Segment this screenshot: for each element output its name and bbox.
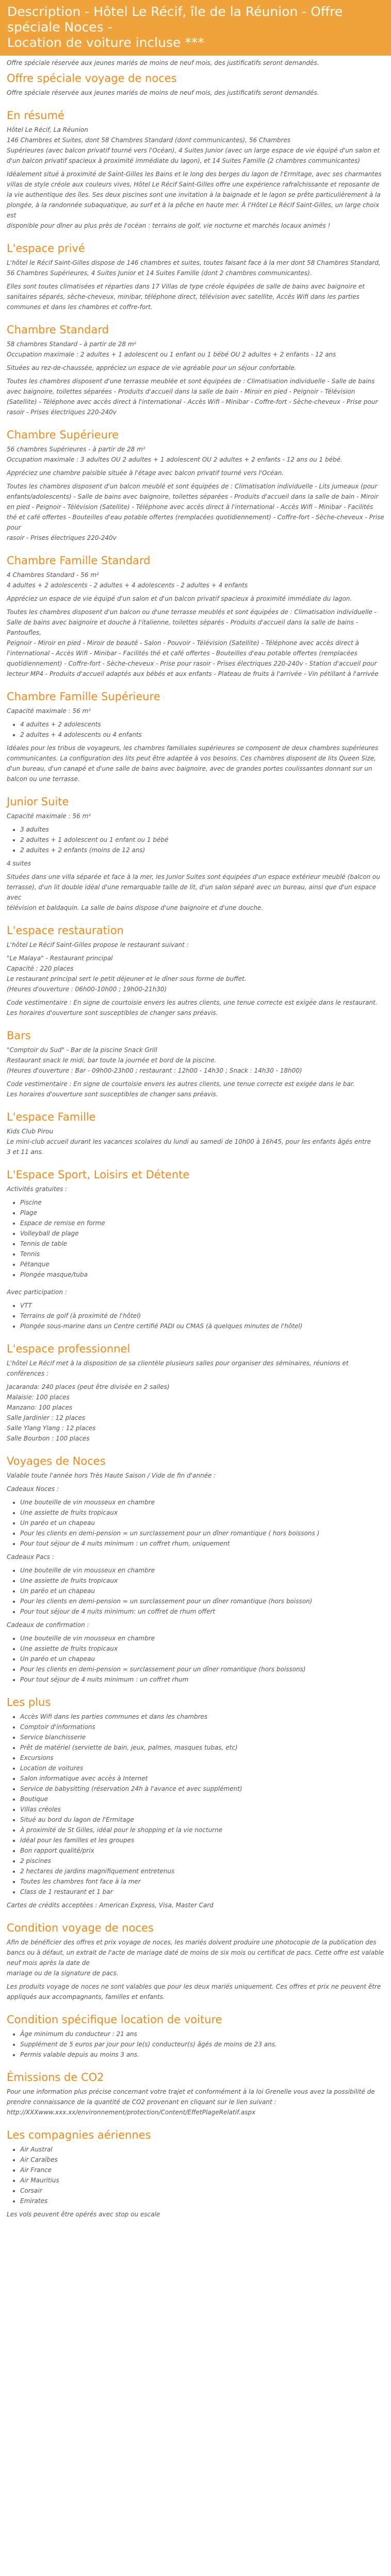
list-item: • Permis valable depuis au moins 3 ans.	[20, 2049, 384, 2060]
superior-line: Occupation maximale : 3 adultes OU 2 adultes + 1 adolescent OU 2 adultes + 2 enfants - 12 ans ou 1 bébé.	[7, 456, 343, 463]
lodging-line: communes et dans les chambres et coffre-fort.	[7, 303, 153, 311]
conditions-line: bancs ou à défaut, un extrait de l'acte de mariage daté de moins de six mois ou certificat de pacs. Cette offre est valable neuf mois après la date de	[7, 1949, 384, 1967]
section-title-lodging: L'espace privé	[7, 242, 85, 255]
summary-line: Supérieures (avec balcon privatif tourné vers l'Océan), 4 Suites Junior (avec un large espace de vie équipé d'un salon et	[7, 147, 380, 154]
lodging-line: 56 Chambres Supérieures, 4 Suites Junior et 14 Suites Famille (dont 2 chambres communicantes).	[7, 269, 312, 277]
header-line: Description - Hôtel Le Récif, île de la Réunion - Offre spéciale Noces -	[7, 4, 343, 35]
bars-line: Code vestimentaire : En signe de courtoisie envers les autres clients, une tenue correcte est exigée dans le bar.	[7, 1080, 355, 1088]
family-superior-list	[7, 719, 384, 740]
list-item: • À proximité de St Gilles, idéal pour le shopping et la vie nocturne	[20, 1825, 384, 1835]
list-item: • Un paréo et un chapeau	[20, 1586, 384, 1596]
summary-line: la vie authentique des îles. Ses deux piscines sont une invitation à la baignade et le lagon se prête particulièrement à la	[7, 191, 381, 198]
section-title-offer: Offre spéciale voyage de noces	[7, 72, 177, 84]
section-title-restaurant: L'espace restauration	[7, 924, 124, 937]
bars-line: "Comptoir du Sud" - Bar de la piscine Snack Grill	[7, 1046, 157, 1054]
restaurant-line: Le restaurant principal sert le petit déjeuner et le dîner sous forme de buffet.	[7, 975, 247, 982]
main-content	[0, 58, 391, 2219]
list-item: • 2 adultes + 1 adolescent ou 1 enfant ou 1 bébé	[20, 835, 384, 845]
list-item: • Pour tout séjour de 4 nuits minimum: un coffret de rhum offert	[20, 1606, 384, 1617]
pro-line: L'hôtel Le Récif met à la disposition de sa clientèle plusieurs salles pour organiser des séminaires, réunions et conférences :	[7, 1360, 349, 1377]
superior-line: enfants/adolescents) - Salle de bains avec baignoire, toilettes séparées - Produits d'accueil dans la salle de bain - Miroir	[7, 493, 379, 500]
list-item: • Espace de remise en forme	[20, 1218, 384, 1228]
list-item: • Class de 1 restaurant et 1 bar	[20, 1887, 384, 1897]
offer-text: Offre spéciale réservée aux jeunes mariés de moins de neuf mois, des justificatifs seront demandés.	[7, 89, 319, 96]
list-item: • Un paréo et un chapeau	[20, 1654, 384, 1664]
pro-line: Salle Bourbon : 100 places	[7, 1435, 90, 1442]
restaurant-line: Code vestimentaire : En signe de courtoisie envers les autres clients, une tenue correcte est exigée dans le restaurant.	[7, 999, 378, 1006]
family-standard-line: 4 Chambres Standard - 56 m²	[7, 571, 99, 579]
header-line: Location de voiture incluse ***	[7, 35, 204, 50]
list-item: • Une assiette de fruits tropicaux	[20, 1575, 384, 1586]
list-item: • Volleyball de plage	[20, 1228, 384, 1239]
lodging-line: sanitaires séparés, sèche-cheveux, minibar, téléphone direct, télévision avec satellite, Accès Wifi dans les parties	[7, 293, 360, 300]
superior-line: Toutes les chambres disposent d'un balcon meublé et sont équipées de : Climatisation individuelle - Lits jumeaux (pour	[7, 483, 378, 490]
sports-free-label: Activités gratuites :	[7, 1185, 68, 1193]
restaurant-line: (Heures d'ouverture : 06h00-10h00 ; 19h00-21h30)	[7, 986, 167, 993]
list-item: • Situé au bord du lagon de l'Ermitage	[20, 1815, 384, 1825]
list-item: • Excursions	[20, 1753, 384, 1763]
restaurant-line: Capacité : 220 places	[7, 965, 74, 972]
pro-line: Salle Ylang Ylang : 12 places	[7, 1425, 96, 1432]
section-title-standard: Chambre Standard	[7, 324, 109, 336]
section-title-family-superior: Chambre Famille Supérieure	[7, 690, 160, 703]
section-title-family: L'espace Famille	[7, 1111, 96, 1123]
plus-cards: Cartes de crédits acceptées : American Express, Visa, Master Card	[7, 1902, 214, 1909]
family-superior-capacity: Capacité maximale : 56 m²	[7, 707, 91, 715]
list-item: • Salon informatique avec accès à Internet	[20, 1773, 384, 1784]
airlines-footer: Les vols peuvent être opérés avec stop ou escale	[7, 2211, 160, 2218]
superior-line: Appréciez une chambre paisible située à l'étage avec balcon privatif tourné vers l'Océan.	[7, 469, 284, 477]
lodging-line: L'hôtel le Récif Saint-Gilles dispose de 146 chambres et suites, toutes faisant face à la mer dont 58 Chambres Standard,	[7, 259, 381, 266]
list-item: • Une assiette de fruits tropicaux	[20, 1507, 384, 1518]
section-title-honeymoon: Voyages de Noces	[7, 1455, 106, 1467]
honeymoon-gift-list	[7, 1497, 384, 1549]
pro-line: Salle Jardinier : 12 places	[7, 1414, 86, 1421]
junior-note: 4 suites	[7, 860, 31, 867]
summary-line: Hôtel Le Récif, La Réunion	[7, 126, 88, 133]
section-title-airlines: Les compagnies aériennes	[7, 2129, 151, 2141]
list-item: • 2 adultes + 2 enfants (moins de 12 ans)	[20, 845, 384, 855]
list-item: • Prêt de matériel (serviette de bain, jeux, palmes, masques tubas, etc)	[20, 1742, 384, 1753]
list-item: • Pétanque	[20, 1259, 384, 1269]
standard-line: 58 chambres Standard - à partir de 28 m²	[7, 341, 137, 348]
list-item: • Location de voitures	[20, 1763, 384, 1773]
list-item: • Comptoir d'informations	[20, 1722, 384, 1732]
section-title-car: Condition spécifique location de voiture	[7, 2013, 222, 2026]
list-item: • VTT	[20, 1300, 384, 1311]
confirmation-gift-list	[7, 1633, 384, 1685]
list-item: • Âge minimum du conducteur : 21 ans	[20, 2029, 384, 2039]
co2-line: prendre connaissance de la quantité de CO2 provenant en cliquant sur le lien suivant :	[7, 2098, 276, 2106]
family-superior-line: balcon ou une terrasse.	[7, 775, 80, 783]
list-item: • Une bouteille de vin mousseux en chambre	[20, 1497, 384, 1507]
list-item: • Une bouteille de vin mousseux en chambre	[20, 1565, 384, 1575]
section-title-plus: Les plus	[7, 1696, 51, 1708]
list-item: • 2 adultes + 4 adolescents ou 4 enfants	[20, 730, 384, 740]
summary-line: plongée, à la randonnée subaquatique, au surf et à la pêche en haute mer. À l'Hôtel Le Récif Saint-Gilles, un large choix est	[7, 201, 380, 219]
family-superior-line: Idéales pour les tribus de voyageurs, les chambres familiales supérieures se composent de deux chambres supérieures	[7, 744, 379, 752]
bars-line: (Heures d'ouverture : Bar - 09h00-23h00 ; restaurant : 12h00 - 14h30 ; Snack : 14h30 - 18h00)	[7, 1067, 302, 1074]
junior-line: Situées dans une villa séparée et face à la mer, les Junior Suites sont équipées d'un espace extérieur meublé (balcon ou	[7, 873, 380, 880]
superior-line: thé et café offertes - Bouteilles d'eau potable offertes (remplacées quotidiennement) - Coffre-fort - Sèche-cheveux - Prise pour	[7, 514, 384, 531]
conditions-line: appliqués aux accompagnants, familles et enfants.	[7, 1993, 165, 2001]
list-item: • Pour les clients en demi-pension = un surclassement pour un dîner romantique (hors boisson)	[20, 1596, 384, 1606]
spacer	[7, 1283, 384, 1287]
conditions-line: Afin de bénéficier des offres et prix voyage de noces, les mariés doivent produire une photocopie de la publication des	[7, 1939, 377, 1946]
section-title-pro: L'espace professionnel	[7, 1343, 131, 1355]
pro-line: Manzano: 100 places	[7, 1404, 73, 1411]
section-title-co2: Émissions de CO2	[7, 2071, 104, 2083]
list-item: • 2 piscines	[20, 1856, 384, 1866]
superior-line: 56 chambres Supérieures - à partir de 28 m²	[7, 446, 145, 453]
junior-line: télévision et baldaquin. La salle de bains dispose d'une baignoire et d'une douche.	[7, 904, 264, 911]
standard-line: avec baignoire, toilettes séparées - Produits d'accueil dans la salle de bain - Miroir en pied - Peignoir - Télévision	[7, 388, 355, 395]
family-standard-line: Peignoir - Miroir en pied - Miroir de beauté - Salon - Pouvoir - Télévision (Satellite) - Téléphone avec accès direct à	[7, 639, 359, 647]
list-item: • Service de babysitting (réservation 24h à l'avance et avec supplément)	[20, 1784, 384, 1794]
car-list	[7, 2029, 384, 2060]
family-standard-line: l'international - Accès Wifi - Minibar - Facilités thé et café offertes - Bouteilles d'eau potable offertes (remplacées	[7, 650, 357, 657]
family-line: 3 et 11 ans.	[7, 1148, 44, 1156]
list-item: • Toutes les chambres font face à la mer	[20, 1876, 384, 1887]
confirmation-gift-label: Cadeaux de confirmation :	[7, 1621, 89, 1629]
family-standard-line: quotidiennement) - Coffre-fort - Sèche-cheveux - Prise pour rasoir - Prises électriques 220-240v - Station d'accueil pour	[7, 660, 377, 667]
section-title-superior: Chambre Supérieure	[7, 429, 119, 441]
honeymoon-note: Valable toute l'année hors Très Haute Saison / Vide de fin d'année :	[7, 1472, 216, 1479]
list-item: • Air Mauritius	[20, 2175, 384, 2185]
list-item: • Piscine	[20, 1197, 384, 1208]
page-header	[0, 0, 391, 56]
summary-line: disponible pour dîner au plus près de l'océan : terrains de golf, vie nocturne et marchés locaux animés !	[7, 222, 331, 229]
list-item: • Bon rapport qualité/prix	[20, 1845, 384, 1856]
pro-line: Malaisie: 100 places	[7, 1394, 70, 1401]
summary-line: d'un balcon privatif spacieux à proximité immédiate du lagon), et 14 Suites Famille (2 chambres communicantes)	[7, 157, 361, 164]
co2-line: Pour une information plus précise concernant votre trajet et conformément à la loi Grenelle vous avez la possibilité de	[7, 2088, 375, 2095]
sports-paid-list	[7, 1300, 384, 1331]
superior-line: en pied - Peignoir - Télévision (Satellite) - Téléphone avec accès direct à l'international - Accès Wifi - Minibar - Facilités	[7, 503, 373, 511]
list-item: • Une bouteille de vin mousseux en chambre	[20, 1633, 384, 1643]
lodging-line: Elles sont toutes climatisées et réparties dans 17 Villas de type créole équipées de salle de bains avec baignoire et	[7, 283, 365, 290]
list-item: • 4 adultes + 2 adolescents	[20, 719, 384, 730]
family-standard-line: Appréciez un espace de vie équipé d'un salon et d'un balcon privatif spacieux à proximité immédiate du lagon.	[7, 595, 352, 602]
list-item: • Plongée masque/tuba	[20, 1269, 384, 1280]
list-item: • 3 adultes	[20, 824, 384, 835]
family-standard-line: lecteur MP4 - Produits d'accueil adaptés aux bébés et aux enfants - Plateau de fruits à l'arrivée - Vin pétillant à l'arrivée	[7, 670, 379, 677]
family-superior-line: d'un bureau, d'un canapé et d'une salle de bains avec baignoire, avec de grandes portes coulissantes donnant sur un	[7, 765, 372, 772]
bars-line: Restaurant snack le midi, bar toute la journée et bord de la piscine.	[7, 1057, 217, 1064]
list-item: • Plage	[20, 1208, 384, 1218]
section-title-summary: En résumé	[7, 109, 64, 122]
restaurant-line: Les horaires d'ouverture sont susceptibles de changer sans préavis.	[7, 1009, 218, 1016]
list-item: • 2 hectares de jardins magnifiquement entretenus	[20, 1866, 384, 1876]
standard-line: Situées au rez-de-chaussée, appréciez un espace de vie agréable pour un séjour confortable.	[7, 364, 297, 371]
list-item: • Supplément de 5 euros par jour pour le(s) conducteur(s) âgés de moins de 23 ans.	[20, 2039, 384, 2049]
section-title-sports: L'Espace Sport, Loisirs et Détente	[7, 1168, 190, 1181]
list-item: • Pour tout séjour de 4 nuits minimum : un coffret rhum	[20, 1674, 384, 1685]
standard-line: Occupation maximale : 2 adultes + 1 adolescent ou 1 enfant ou 1 bébé OU 2 adultes + 2 enfants - 12 ans	[7, 351, 336, 358]
standard-line: rasoir - Prises électriques 220-240v	[7, 409, 117, 416]
list-item: • Terrains de golf (à proximité de l'hôtel)	[20, 1311, 384, 1321]
bars-line: Les horaires d'ouverture sont susceptibles de changer sans préavis.	[7, 1091, 218, 1098]
list-item: • Plongée sous-marine dans un Centre certifié PADI ou CMAS (à quelques minutes de l'hôtel)	[20, 1321, 384, 1331]
family-superior-line: communicantes. La configuration des lits peut être adaptée à vos besoins. Ces chambres disposent de lits Queen Size,	[7, 755, 376, 762]
summary-line: villas de style créole aux couleurs vives, Hôtel Le Récif Saint-Gilles offre une expérience rafraîchissante et reposante de	[7, 181, 380, 188]
pro-line: Jacaranda: 240 places (peut être divisée en 2 salles)	[7, 1383, 170, 1391]
summary-line: 146 Chambres et Suites, dont 58 Chambres Standard (dont communicantes), 56 Chambres	[7, 137, 291, 144]
sports-paid-label: Avec participation :	[7, 1289, 67, 1296]
superior-line: rasoir - Prises électriques 220-240v	[7, 534, 117, 541]
family-standard-line: Salle de bains avec baignoire et douche à l'italienne, toilettes séparés - Produits d'accueil dans la salle de bains - Pantoufles,	[7, 619, 359, 636]
conditions-line: mariage ou de la signature de pacs.	[7, 1970, 119, 1977]
conditions-line: Les produits voyage de noces ne sont valables que pour les deux mariés uniquement. Ces offres et prix ne peuvent être	[7, 1983, 381, 1990]
summary-line: Idéalement situé à proximité de Saint-Gilles les Bains et le long des berges du lagon de l'Ermitage, avec ses charmantes	[7, 171, 382, 178]
pacs-gift-label: Cadeaux Pacs :	[7, 1553, 54, 1561]
list-item: • Un paréo et un chapeau	[20, 1518, 384, 1528]
list-item: • Air Austral	[20, 2144, 384, 2155]
honeymoon-gift-label: Cadeaux Noces :	[7, 1485, 59, 1493]
junior-list	[7, 824, 384, 855]
sports-free-list	[7, 1197, 384, 1280]
family-standard-line: 4 adultes + 2 adolescents - 2 adultes + 4 adolescents - 2 adultes + 4 enfants	[7, 582, 248, 589]
junior-capacity: Capacité maximale : 56 m²	[7, 812, 91, 820]
pacs-gift-list	[7, 1565, 384, 1617]
section-title-family-standard: Chambre Famille Standard	[7, 554, 151, 567]
list-item: • Villas créoles	[20, 1804, 384, 1815]
section-title-junior: Junior Suite	[7, 795, 69, 808]
list-item: • Service blanchisserie	[20, 1732, 384, 1742]
standard-line: (Satellite) - Téléphone avec accès direct à l'international - Accès Wifi - Minibar - Coffre-fort - Sèche-cheveux - Prise pour	[7, 398, 378, 405]
standard-line: Toutes les chambres disposent d'une terrasse meublée et sont équipées de : Climatisation individuelle - Salle de bains	[7, 378, 375, 385]
list-item: • Air Caraïbes	[20, 2155, 384, 2165]
junior-line: terrasse), d'un lit double idéal d'une remarquable taille de lit, d'un salon séparé avec un bureau, ainsi que d'un espace avec	[7, 884, 377, 901]
family-line: Le mini-club accueil durant les vacances scolaires du lundi au samedi de 10h00 à 16h45, pour les enfants âgés entre	[7, 1138, 371, 1145]
section-title-bars: Bars	[7, 1029, 31, 1042]
co2-link[interactable]: http://XXXwww.xxx.xx/environnement/protection/Content/EffetPlageRelatif.aspx	[7, 2109, 256, 2116]
list-item: • Tennis de table	[20, 1239, 384, 1249]
list-item: • Air France	[20, 2165, 384, 2175]
list-item: • Idéal pour les familles et les groupes	[20, 1835, 384, 1845]
list-item: • Accès Wifi dans les parties communes et dans les chambres	[20, 1711, 384, 1722]
list-item: • Boutique	[20, 1794, 384, 1804]
list-item: • Pour les clients en demi-pension = surclassement pour un dîner romantique (hors boissons)	[20, 1664, 384, 1674]
list-item: • Une assiette de fruits tropicaux	[20, 1643, 384, 1654]
section-title-conditions: Condition voyage de noces	[7, 1922, 154, 1934]
restaurant-line: "Le Malaya" - Restaurant principal	[7, 955, 113, 962]
family-standard-line: Toutes les chambres disposent d'un balcon ou d'une terrasse meublés et sont équipées de : Climatisation individuelle -	[7, 608, 377, 616]
airlines-list	[7, 2144, 384, 2206]
list-item: • Pour tout séjour de 4 nuits minimum : un coffret rhum, uniquement	[20, 1538, 384, 1549]
intro-text: Offre spéciale réservée aux jeunes mariés de moins de neuf mois, des justificatifs seront demandés.	[7, 59, 319, 66]
plus-list	[7, 1711, 384, 1897]
list-item: • Tennis	[20, 1249, 384, 1259]
list-item: • Pour les clients en demi-pension = un surclassement pour un dîner romantique ( hors boissons )	[20, 1528, 384, 1538]
list-item: • Corsair	[20, 2185, 384, 2196]
list-item: • Emirates	[20, 2196, 384, 2206]
family-line: Kids Club Pirou	[7, 1128, 54, 1135]
restaurant-line: L'hôtel Le Récif Saint-Gilles propose le restaurant suivant :	[7, 941, 189, 948]
